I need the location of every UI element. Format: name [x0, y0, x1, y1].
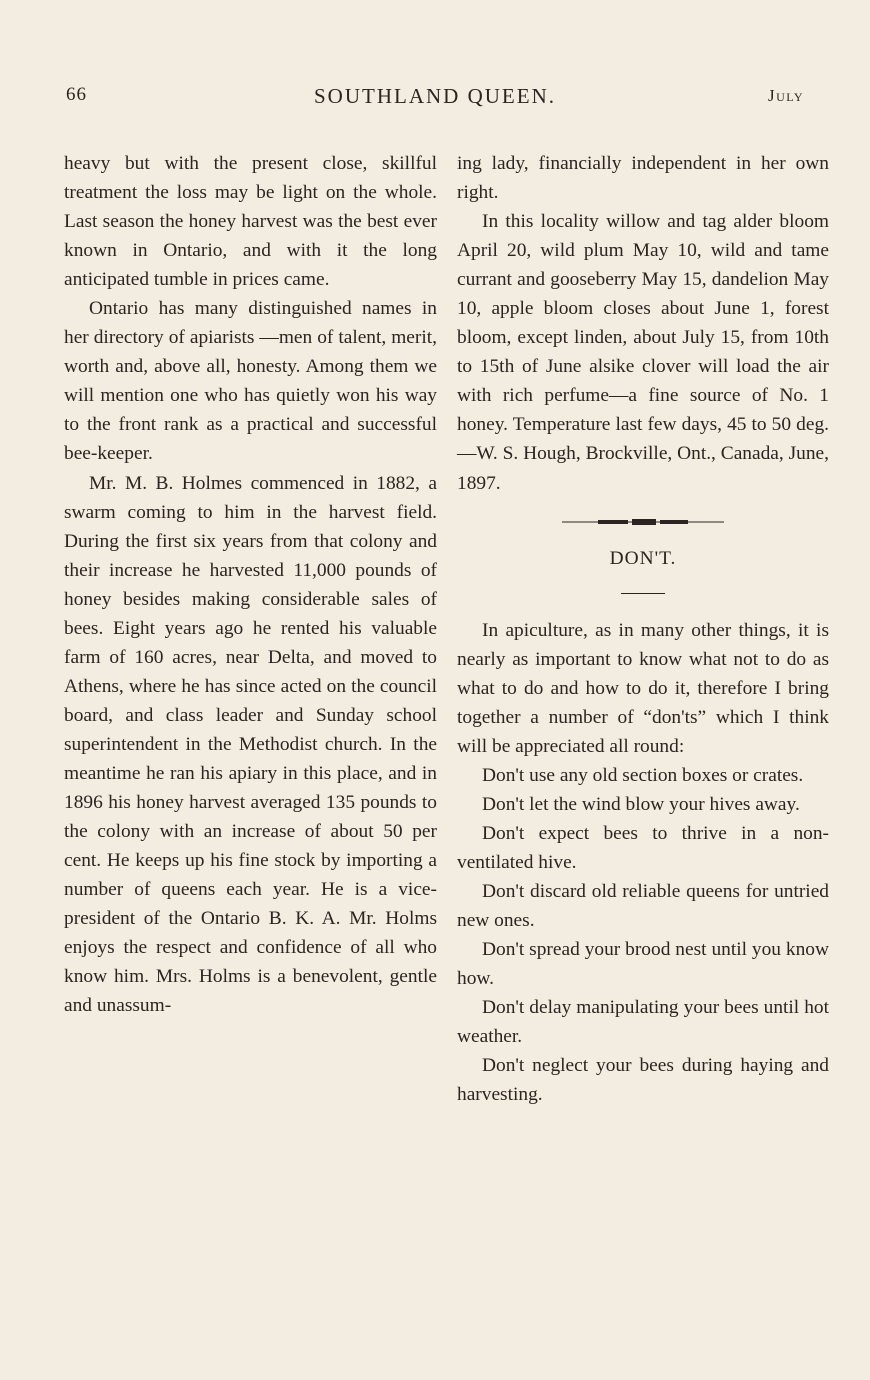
paragraph-holmes-biography: Mr. M. B. Holmes commenced in 1882, a swarm coming to him in the harvest field. During the first six years from that colony and their increase he harvested 11,000 pounds of honey besides making considerable sales of bees. Eight years ago he rented his valuable farm of 160 acres, near Delta, and moved to Athens, where he has since acted on the council board, and class leader and Sunday school superintendent in the Methodist church. In the meantime he ran his apiary in this place, and in 1896 his honey harvest averaged 135 pounds to the colony with an increase of about 50 per cent. He keeps up his fine stock by importing a number of queens each year. He is a vice-president of the Ontario B. K. A. Mr. Holms enjoys the respect and confidence of all who know him. Mrs. Holms is a benevolent, gentle and unassum- — [64, 472, 437, 1017]
dont-item: Don't let the wind blow your hives away. — [482, 793, 800, 815]
paragraph-continuation: ing lady, financially independent in her own right. — [457, 153, 829, 204]
dont-item: Don't neglect your bees during haying and harvesting. — [457, 1055, 829, 1106]
running-header — [0, 84, 870, 114]
dont-item: Don't use any old section boxes or crates. — [482, 764, 804, 786]
issue-month: July — [768, 86, 805, 105]
journal-title: SOUTHLAND QUEEN. — [314, 84, 556, 108]
dont-item: Don't discard old reliable queens for untried new ones. — [457, 881, 829, 932]
dont-item: Don't expect bees to thrive in a non-ventilated hive. — [457, 822, 829, 873]
right-column — [457, 149, 829, 1109]
page-number: 66 — [66, 84, 87, 105]
paragraph-ontario-apiarists: Ontario has many distinguished names in her directory of apiarists —men of talent, merit, worth and, above all, honesty. Among them we will mention one who has quietly won his way to the front rank as a practical and successful bee-keeper. — [64, 298, 437, 465]
paragraph-donts-intro: In apiculture, as in many other things, it is nearly as important to know what not to do as what to do and how to do it, therefore I bring together a number of “don'ts” which I think will be appreciated all round: — [457, 619, 829, 757]
dont-item: Don't spread your brood nest until you know how. — [457, 939, 829, 990]
paragraph-bloom-locality: In this locality willow and tag alder bloom April 20, wild plum May 10, wild and tame currant and gooseberry May 15, dandelion May 10, apple bloom closes about June 1, forest bloom, except linden, about July 15, from 10th to 15th of June alsike clover will load the air with rich perfume—a fine source of No. 1 honey. Temperature last few days, 45 to 50 deg.—W. S. Hough, Brockville, Ont., Canada, June, 1897. — [457, 211, 829, 494]
heading-underline — [621, 593, 665, 594]
dont-item: Don't delay manipulating your bees until hot weather. — [457, 997, 829, 1048]
section-divider-ornament — [457, 518, 829, 526]
paragraph-loss-and-harvest: heavy but with the present close, skillful treatment the loss may be light on the whole. Last season the honey harvest was the best ever known in Ontario, and with it the long anticipated tumble in prices came. — [64, 153, 437, 291]
left-column — [64, 149, 437, 1020]
section-heading: DON'T. — [609, 547, 677, 569]
